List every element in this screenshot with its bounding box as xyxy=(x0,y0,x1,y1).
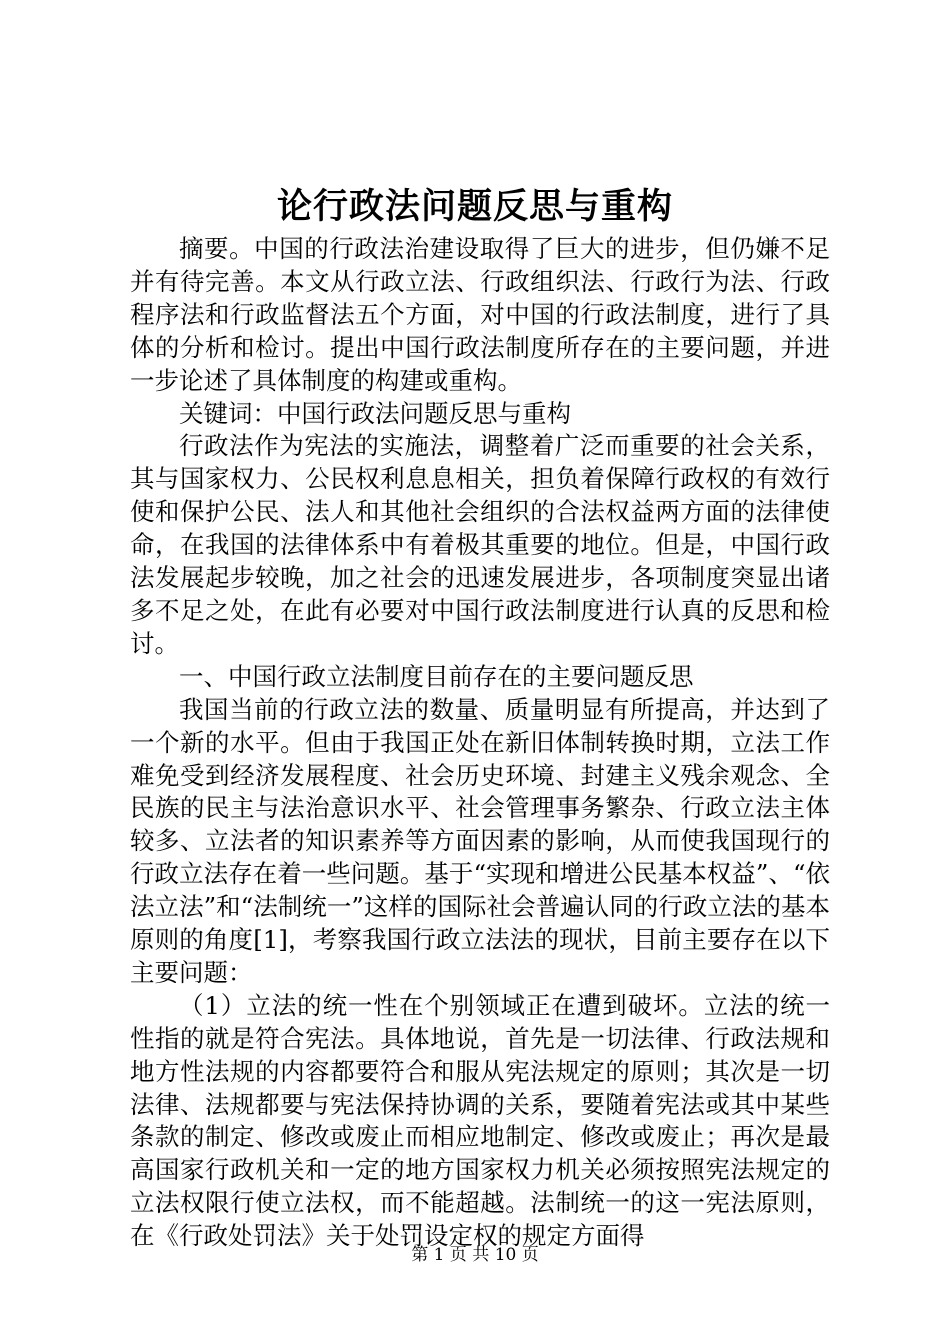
list-item-paragraph: （1）立法的统一性在个别领域正在遭到破坏。立法的统一性指的就是符合宪法。具体地说，首先是一切法律、行政法规和地方性法规的内容都要符合和服从宪法规定的原则；其次是一切法律、法规都要与宪法保持协调的关系，要随着宪法或其中某些条款的制定、修改或废止而相应地制定、修改或废止；再次是最高国家行政机关和一定的地方国家权力机关必须按照宪法规定的立法权限行使立法权，而不能超越。法制统一的这一宪法原则，在《行政处罚法》关于处罚设定权的规定方面得 xyxy=(130,990,830,1251)
intro-paragraph: 行政法作为宪法的实施法，调整着广泛而重要的社会关系，其与国家权力、公民权利息息相关，担负着保障行政权的有效行使和保护公民、法人和其他社会组织的合法权益两方面的法律使命，在我国的法律体系中有着极其重要的地位。但是，中国行政法发展起步较晚，加之社会的迅速发展进步，各项制度突显出诸多不足之处，在此有必要对中国行政法制度进行认真的反思和检讨。 xyxy=(130,431,830,658)
page-footer: 第 1 页 共 10 页 xyxy=(411,1245,539,1265)
document-body xyxy=(130,233,830,1253)
section-paragraph: 我国当前的行政立法的数量、质量明显有所提高，并达到了一个新的水平。但由于我国正处在新旧体制转换时期，立法工作难免受到经济发展程度、社会历史环境、封建主义残余观念、全民族的民主与法治意识水平、社会管理事务繁杂、行政立法主体较多、立法者的知识素养等方面因素的影响，从而使我国现行的行政立法存在着一些问题。基于“实现和增进公民基本权益”、“依法立法”和“法制统一”这样的国际社会普遍认同的行政立法的基本原则的角度[1]，考察我国行政立法法的现状，目前主要存在以下主要问题： xyxy=(130,694,830,987)
abstract-paragraph: 摘要。中国的行政法治建设取得了巨大的进步，但仍嫌不足并有待完善。本文从行政立法、行政组织法、行政行为法、行政程序法和行政监督法五个方面，对中国的行政法制度，进行了具体的分析和检讨。提出中国行政法制度所存在的主要问题，并进一步论述了具体制度的构建或重构。 xyxy=(130,234,830,395)
document-title: 论行政法问题反思与重构 xyxy=(276,186,673,227)
keywords-paragraph: 关键词：中国行政法问题反思与重构 xyxy=(179,398,571,428)
section-heading: 一、中国行政立法制度目前存在的主要问题反思 xyxy=(179,661,694,691)
